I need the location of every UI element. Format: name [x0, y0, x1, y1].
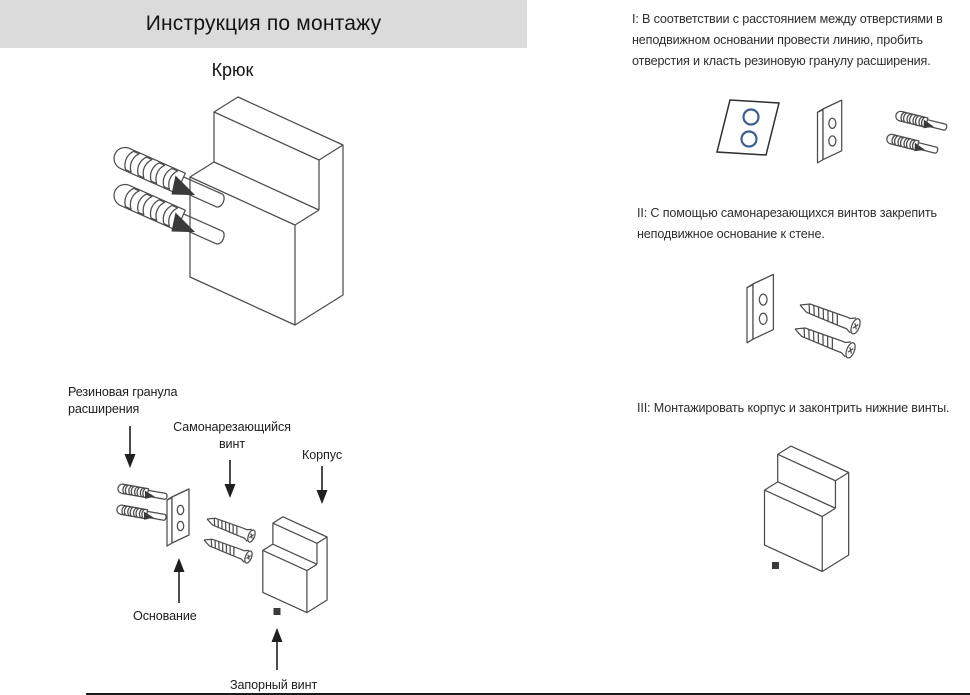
screw-icon [792, 322, 857, 360]
hook-isometric-drawing [100, 95, 380, 345]
base-plate-icon [167, 489, 189, 546]
step-3-illustration [735, 435, 895, 595]
step-text-line: I: В соответствии с расстоянием между отверстиями в [632, 12, 943, 26]
step-text-line: неподвижном основании провести линию, пробить [632, 33, 923, 47]
hook-body-icon [263, 517, 327, 613]
arrow-to-body [317, 466, 328, 504]
screw-icon [202, 534, 254, 564]
product-subtitle: Крюк [211, 60, 254, 80]
arrow-to-base [174, 558, 185, 603]
step-1-illustration [690, 85, 970, 185]
wall-anchor-icon [116, 504, 167, 523]
page-title: Инструкция по монтажу [145, 12, 382, 35]
label-self-tapping-screw [168, 419, 296, 453]
drill-hole-icon [744, 110, 759, 125]
header-bar [0, 0, 527, 48]
arrow-to-locking-screw [272, 628, 283, 670]
hook-body-icon [765, 446, 849, 571]
wall-anchor-icon [895, 110, 948, 133]
label-line: расширения [68, 402, 140, 416]
label-base: Основание [133, 609, 197, 623]
screw-icon [797, 298, 862, 336]
step-text-line: отверстия и класть резиновую гранулу расширения. [632, 54, 931, 68]
base-plate-icon [747, 274, 773, 342]
step-2-illustration [720, 250, 930, 380]
wall-anchor-icon [117, 483, 168, 502]
arrow-to-screws [225, 460, 236, 498]
screw-icon [205, 513, 257, 543]
label-locking-screw: Запорный винт [230, 678, 318, 692]
drill-hole-icon [742, 132, 757, 147]
wall-anchor-icon [886, 133, 939, 156]
label-line: Самонарезающийся [173, 420, 291, 434]
step-3-text [637, 398, 949, 419]
label-rubber-granule [68, 384, 208, 418]
label-line: винт [218, 437, 246, 451]
step-text-line: II: С помощью самонарезающихся винтов закрепить [637, 206, 937, 220]
label-body: Корпус [302, 448, 343, 462]
arrow-to-anchors [125, 426, 136, 468]
base-plate-icon [818, 100, 842, 163]
locking-screw-icon [772, 562, 779, 569]
step-2-text [637, 203, 937, 245]
step-text-line: III: Монтажировать корпус и законтрить нижние винты. [637, 401, 950, 415]
hook-body-icon [190, 97, 343, 325]
locking-screw-icon [274, 608, 281, 615]
label-line: Резиновая гранула [68, 385, 178, 399]
step-1-text [632, 9, 943, 72]
step-text-line: неподвижное основание к стене. [637, 227, 825, 241]
